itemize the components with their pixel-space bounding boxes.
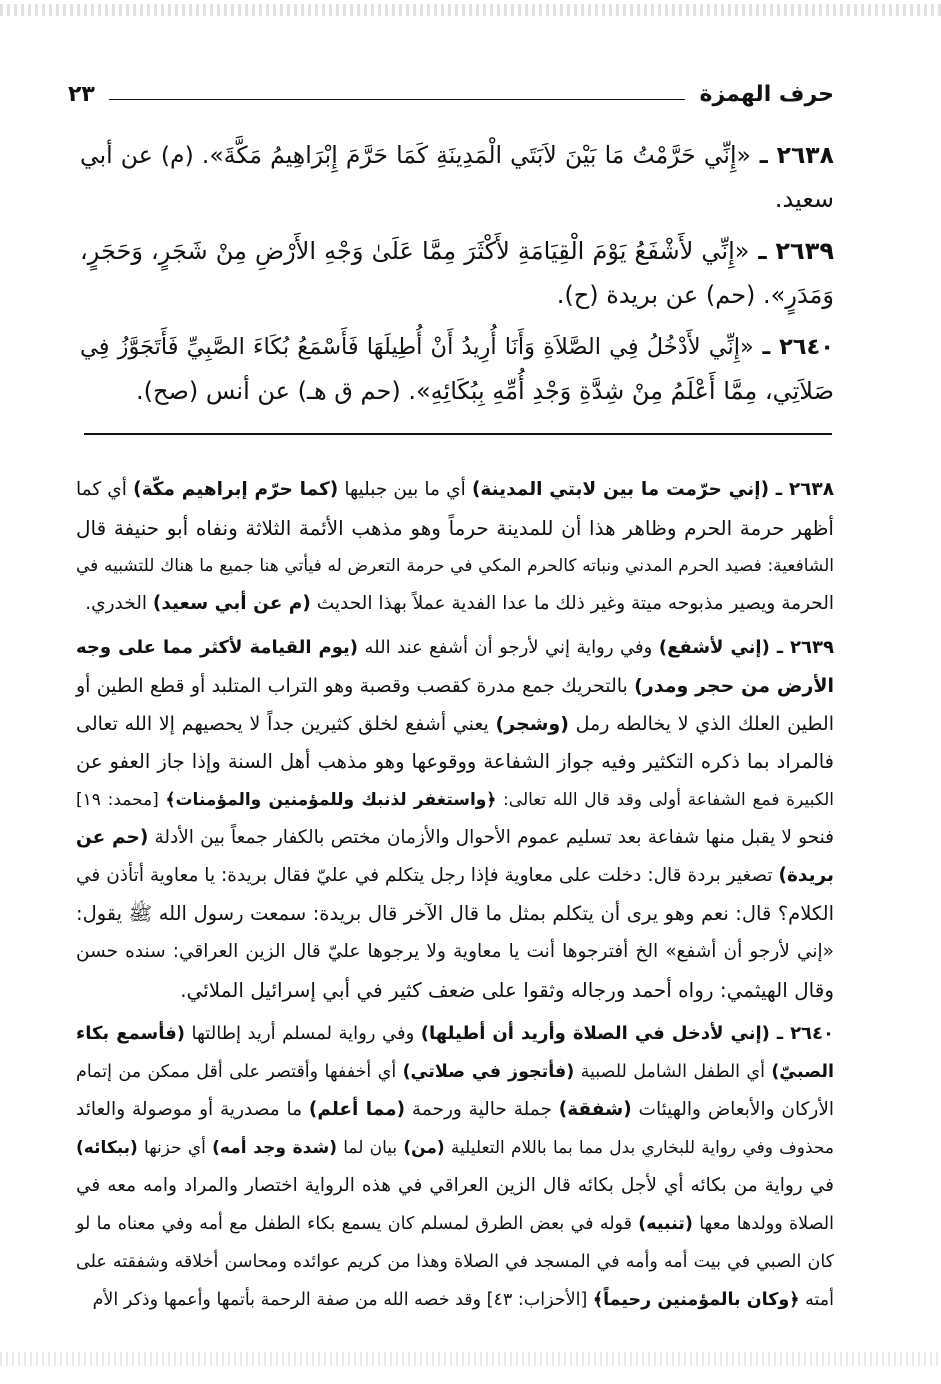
text-run: الطين العلك الذي لا يخالطه رمل (568, 713, 834, 735)
hadith-entry (80, 133, 834, 221)
text-run: ما مصدرية أو موصولة والعائد (76, 1099, 309, 1120)
text-line (76, 781, 834, 819)
text-run: أي أخففها وأقتصر على أقل ممكن من إتمام (76, 1062, 403, 1082)
commentary-paragraph (76, 1015, 834, 1319)
text-line (76, 1167, 834, 1205)
text-run: [الأحزاب: ٤٣] وقد خصه الله من صفة الرحمة بأتمها وأعمها وذكر الأم (92, 1290, 593, 1310)
bold-phrase: (مما أعلم) (308, 1099, 406, 1120)
text-run: فنحو لا يقبل منها شفاعة بعد تسليم عموم الأحوال والأزمان مختص بالكفار جمعاً بين الأدلة (148, 827, 834, 848)
footnote-separator (84, 433, 832, 435)
text-run: جملة حالية ورحمة (405, 1099, 559, 1120)
text-line (76, 471, 834, 509)
text-run: وفي رواية إني لأرجو أن أشفع عند الله (358, 637, 659, 658)
running-header (68, 76, 834, 112)
bold-phrase: ٢٦٤٠ ـ (إني لأدخل في الصلاة وأريد أن أطيلها) (420, 1023, 835, 1044)
text-line (76, 933, 834, 971)
bold-phrase: (كما حرّم إبراهيم مكّة) (133, 479, 339, 500)
text-run: أي حزنها (137, 1138, 213, 1158)
bold-phrase: بريدة) (778, 865, 834, 886)
bold-phrase: (تنبيه) (638, 1214, 693, 1234)
bold-phrase: (فأتجوز في صلاتي) (402, 1062, 575, 1082)
text-run: الشافعية: فصيد الحرم المدني ونباته كالحرم المكي في حرمة التعرض له فيأتي هنا جميع ما هناك للتشبيه في (76, 556, 834, 576)
text-run: بالتحريك جمع مدرة كقصب وقصبة وهو التراب المتلبد أو قطع الطين أو (76, 675, 635, 697)
text-run: الحرمة ويصير مذبوحه ميتة وغير ذلك ما عدا الفدية عملاً بهذا الحديث (310, 593, 834, 614)
text-run: الكبيرة فمع الشفاعة أولى وقد قال الله تعالى: (496, 790, 834, 810)
text-line (80, 273, 834, 317)
bold-phrase: ٢٦٣٩ ـ (إني لأشفع) (658, 637, 834, 658)
bold-phrase: ٢٦٣٩ ـ (749, 237, 834, 265)
text-run: الأركان والأبعاض والهيئات (631, 1099, 835, 1120)
text-run: الخدري. (85, 593, 153, 614)
text-run: الكلام؟ قال: نعم وهو يرى أن يتكلم بمثل ما قال الآخر قال بريدة: سمعت رسول الله ﷺ يقول: (76, 902, 834, 925)
bold-phrase: ٢٦٣٨ ـ (750, 141, 834, 169)
text-line (80, 177, 834, 221)
commentary-paragraph (76, 471, 834, 623)
text-run: الصلاة وولدها معها (692, 1214, 834, 1234)
bold-phrase: (شفقة) (558, 1099, 632, 1120)
text-run: يعني أشفع لخلق كثيرين جداً لا يحصيهم إلا الله تعالى (76, 713, 496, 735)
text-run: «إِنِّي لأَشْفَعُ يَوْمَ الْقِيَامَةِ لأَكْثَرَ مِمَّا عَلَىٰ وَجْهِ الأَرْضِ مِنْ شَجَرٍ، وَحَجَرٍ، (80, 237, 750, 265)
text-run: بيان لما (336, 1138, 404, 1158)
bold-phrase: ﴿واستغفر لذنبك وللمؤمنين والمؤمنات﴾ (165, 790, 497, 810)
page-number: ٢٣ (68, 81, 95, 107)
text-run: محذوف وفي رواية للبخاري بدل مما بما باللام التعليلية (444, 1138, 834, 1158)
header-rule (109, 99, 686, 100)
text-run: أي كما (76, 479, 134, 500)
bold-phrase: ٢٦٤٠ ـ (753, 334, 834, 360)
text-run: أي الطفل الشامل للصبية (574, 1062, 772, 1082)
text-line (76, 1281, 834, 1319)
bold-phrase: (يوم القيامة لأكثر مما على وجه (76, 637, 358, 658)
text-run: وفي رواية لمسلم أريد إطالتها (185, 1023, 421, 1044)
chapter-title: حرف الهمزة (699, 81, 834, 107)
bold-phrase: (م عن أبي سعيد) (152, 593, 311, 614)
text-line (76, 895, 834, 933)
text-run: صَلاَتِي، مِمَّا أَعْلَمُ مِنْ شِدَّةِ وَجْدِ أُمِّهِ بِبُكَائِهِ». (حم ق هـ) عن أنس (صح). (135, 377, 834, 405)
bold-phrase: ﴿وكان بالمؤمنين رحيماً﴾ (592, 1290, 800, 1310)
text-run: «إِنِّي لأَدْخُلُ فِي الصَّلاَةِ وَأَنَا أُرِيدُ أَنْ أُطِيلَهَا فَأَسْمَعُ بُكَاءَ الصَّبِيِّ فَأَتَجَوَّزُ فِي (80, 334, 754, 360)
bold-phrase: (ببكائه) (76, 1138, 138, 1158)
bold-phrase: الأرض من حجر ومدر) (634, 675, 834, 697)
text-line (76, 705, 834, 743)
text-line (76, 743, 834, 781)
text-line (76, 1129, 834, 1167)
bold-phrase: (وشجر) (495, 713, 569, 735)
text-run: كان الصبي في بيت أمه وأمه في المسجد في الصلاة وهذا من كريم عوائده ومحاسن أخلاقه وشفقته على (76, 1252, 834, 1272)
bold-phrase: (فأسمع بكاء (76, 1023, 186, 1044)
text-run: أظهر حرمة الحرم وظاهر هذا أن للمدينة حرماً وهو مذهب الأئمة الثلاثة ونفاه أبو حنيفة قال (76, 516, 834, 540)
commentary-paragraph (76, 629, 834, 1009)
hadith-entry (80, 325, 834, 413)
scan-noise-top (0, 4, 941, 16)
text-line (76, 629, 834, 667)
bold-phrase: الصبيّ) (771, 1062, 834, 1082)
scan-noise-bottom (0, 1352, 941, 1366)
text-run: وقال الهيثمي: رواه أحمد ورجاله وثقوا على ضعف كثير في أبي إسرائيل الملائي. (180, 978, 834, 1002)
text-line (76, 667, 834, 705)
text-line (76, 547, 834, 585)
text-line (76, 585, 834, 623)
text-run: «إِنِّي حَرَّمْتُ مَا بَيْنَ لاَبَتَي الْمَدِينَةِ كَمَا حَرَّمَ إِبْرَاهِيمُ مَكَّةَ». (م) عن أبي (80, 141, 751, 169)
text-run: قوله في بعض الطرق لمسلم كان يسمع بكاء الطفل مع أمه وفي معناه ما لو (76, 1214, 639, 1234)
hadith-text-section (80, 133, 834, 413)
text-line (76, 1243, 834, 1281)
text-line (80, 229, 834, 273)
text-run: وَمَدَرٍ». (حم) عن بريدة (ح). (556, 281, 834, 309)
bold-phrase: (شدة وجد أمه) (212, 1138, 337, 1158)
text-run: «إني لأرجو أن أشفع» الخ أفترجوها أنت يا معاوية ولا يرجوها عليّ قال الزين العراقي: سنده حسن (76, 941, 834, 962)
text-run: سعيد. (774, 185, 834, 213)
text-line (76, 1091, 834, 1129)
hadith-entry (80, 229, 834, 317)
commentary-section (76, 471, 834, 1319)
text-line (76, 1015, 834, 1053)
text-run: [محمد: ١٩] (76, 790, 166, 810)
text-run: أي ما بين جبليها (338, 479, 472, 500)
text-line (76, 857, 834, 895)
bold-phrase: (حم عن (76, 827, 149, 848)
bold-phrase: ٢٦٣٨ ـ (إني حرّمت ما بين لابتي المدينة) (471, 479, 834, 500)
bold-phrase: (من) (403, 1138, 445, 1158)
text-run: في رواية من بكائه أي لأجل بكائه قال الزين العراقي في هذه الرواية اختصار والمراد وامه معه في (76, 1175, 834, 1196)
text-run: فالمراد بما ذكره التكثير وفيه جواز الشفاعة ووقوعها وهو مذهب أهل السنة وإذا جاز العفو عن (76, 750, 834, 773)
text-line (80, 133, 834, 177)
text-line (80, 325, 834, 369)
text-run: أمته (799, 1290, 834, 1310)
text-line (80, 369, 834, 413)
text-line (76, 1205, 834, 1243)
text-line (76, 971, 834, 1009)
text-line (76, 1053, 834, 1091)
text-run: تصغير بردة قال: دخلت على معاوية فإذا رجل يتكلم في عليّ فقال بريدة: يا معاوية أتأذن في (76, 865, 779, 886)
text-line (76, 819, 834, 857)
text-line (76, 509, 834, 547)
